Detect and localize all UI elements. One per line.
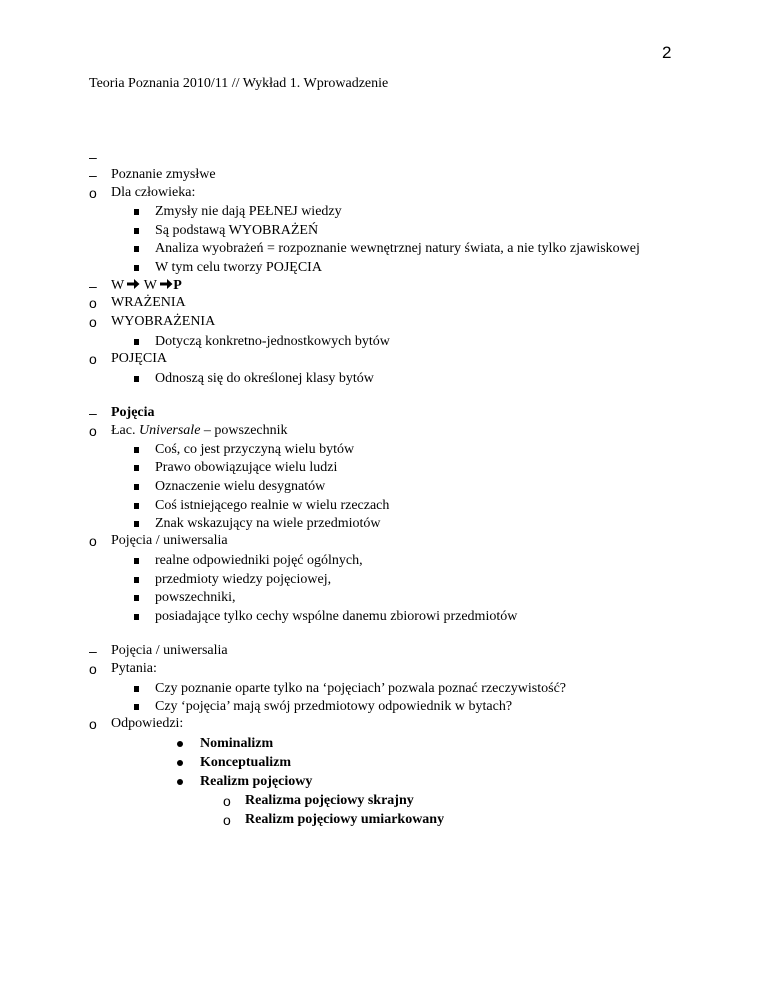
subsection-title: Pojęcia / uniwersalia bbox=[111, 533, 228, 548]
subsection-title: POJĘCIA bbox=[111, 351, 168, 366]
dash-marker: – bbox=[89, 405, 97, 421]
arrow-right-icon bbox=[160, 278, 173, 290]
square-bullet-icon bbox=[134, 595, 139, 601]
title-part: W bbox=[143, 278, 157, 293]
item-text: realne odpowiedniki pojęć ogólnych, bbox=[155, 553, 363, 568]
circle-marker: o bbox=[89, 533, 97, 549]
square-bullet-icon bbox=[134, 577, 139, 583]
item-text: posiadające tylko cechy wspólne danemu zbiorowi przedmiotów bbox=[155, 609, 518, 624]
title-part: W bbox=[111, 278, 124, 293]
circle-marker: o bbox=[89, 423, 97, 439]
section-title: Poznanie zmysłwe bbox=[111, 167, 216, 182]
square-bullet-icon bbox=[134, 484, 139, 490]
item-text: Coś istniejącego realnie w wielu rzeczach bbox=[155, 498, 390, 513]
circle-marker: o bbox=[89, 716, 97, 732]
item-text: Oznaczenie wielu desygnatów bbox=[155, 479, 326, 494]
item-text: Prawo obowiązujące wielu ludzi bbox=[155, 460, 338, 475]
section-title bbox=[111, 277, 182, 295]
circle-marker: o bbox=[89, 295, 97, 311]
item-text: Odnoszą się do określonej klasy bytów bbox=[155, 371, 374, 386]
square-bullet-icon bbox=[134, 339, 139, 345]
square-bullet-icon bbox=[134, 209, 139, 215]
square-bullet-icon bbox=[134, 704, 139, 710]
subsection-title: WRAŻENIA bbox=[111, 295, 186, 310]
answer-text: Konceptualizm bbox=[200, 755, 291, 770]
item-text: Są podstawą WYOBRAŻEŃ bbox=[155, 223, 319, 238]
dash-marker: – bbox=[89, 278, 97, 294]
circle-marker: o bbox=[223, 812, 231, 828]
item-text: Zmysły nie dają PEŁNEJ wiedzy bbox=[155, 204, 342, 219]
section-title: Pojęcia bbox=[111, 405, 155, 420]
dash-marker: – bbox=[89, 643, 97, 659]
page-header: Teoria Poznania 2010/11 // Wykład 1. Wprowadzenie bbox=[89, 76, 389, 91]
title-part: P bbox=[173, 278, 182, 293]
item-text: Czy poznanie oparte tylko na ‘pojęciach’ pozwala poznać rzeczywistość? bbox=[155, 681, 566, 696]
square-bullet-icon bbox=[134, 265, 139, 271]
square-bullet-icon bbox=[134, 558, 139, 564]
circle-marker: o bbox=[89, 185, 97, 201]
page-number: 2 bbox=[662, 43, 672, 62]
item-text: Czy ‘pojęcia’ mają swój przedmiotowy odpowiednik w bytach? bbox=[155, 699, 513, 714]
circle-marker: o bbox=[223, 793, 231, 809]
square-bullet-icon bbox=[134, 614, 139, 620]
answer-text: Realizm pojęciowy umiarkowany bbox=[245, 812, 445, 827]
dash-marker: – bbox=[89, 149, 97, 165]
title-part: – powszechnik bbox=[203, 423, 288, 438]
subsection-title: Dla człowieka: bbox=[111, 185, 196, 200]
square-bullet-icon bbox=[134, 465, 139, 471]
item-text: przedmioty wiedzy pojęciowej, bbox=[155, 572, 332, 587]
dash-marker: – bbox=[89, 167, 97, 183]
round-bullet-icon bbox=[177, 760, 183, 766]
square-bullet-icon bbox=[134, 503, 139, 509]
answer-text: Realizma pojęciowy skrajny bbox=[245, 793, 414, 808]
title-part: Universale bbox=[138, 423, 201, 438]
subsection-title: Odpowiedzi: bbox=[111, 716, 184, 731]
subsection-title: WYOBRAŻENIA bbox=[111, 314, 216, 329]
square-bullet-icon bbox=[134, 246, 139, 252]
section-title: Pojęcia / uniwersalia bbox=[111, 643, 228, 658]
round-bullet-icon bbox=[177, 741, 183, 747]
item-text: Znak wskazujący na wiele przedmiotów bbox=[155, 516, 381, 531]
arrow-right-icon bbox=[127, 278, 140, 290]
answer-text: Realizm pojęciowy bbox=[200, 774, 313, 789]
circle-marker: o bbox=[89, 351, 97, 367]
round-bullet-icon bbox=[177, 779, 183, 785]
title-part: Łac. bbox=[111, 423, 136, 438]
circle-marker: o bbox=[89, 661, 97, 677]
item-text: Dotyczą konkretno-jednostkowych bytów bbox=[155, 334, 390, 349]
item-text: Coś, co jest przyczyną wielu bytów bbox=[155, 442, 355, 457]
item-text: powszechniki, bbox=[155, 590, 236, 605]
answer-text: Nominalizm bbox=[200, 736, 274, 751]
circle-marker: o bbox=[89, 314, 97, 330]
item-text: W tym celu tworzy POJĘCIA bbox=[155, 260, 322, 275]
square-bullet-icon bbox=[134, 521, 139, 527]
square-bullet-icon bbox=[134, 228, 139, 234]
item-text: Analiza wyobrażeń = rozpoznanie wewnętrznej natury świata, a nie tylko zjawiskowej bbox=[155, 241, 640, 256]
square-bullet-icon bbox=[134, 447, 139, 453]
square-bullet-icon bbox=[134, 376, 139, 382]
square-bullet-icon bbox=[134, 686, 139, 692]
subsection-title bbox=[111, 422, 288, 440]
subsection-title: Pytania: bbox=[111, 661, 157, 676]
